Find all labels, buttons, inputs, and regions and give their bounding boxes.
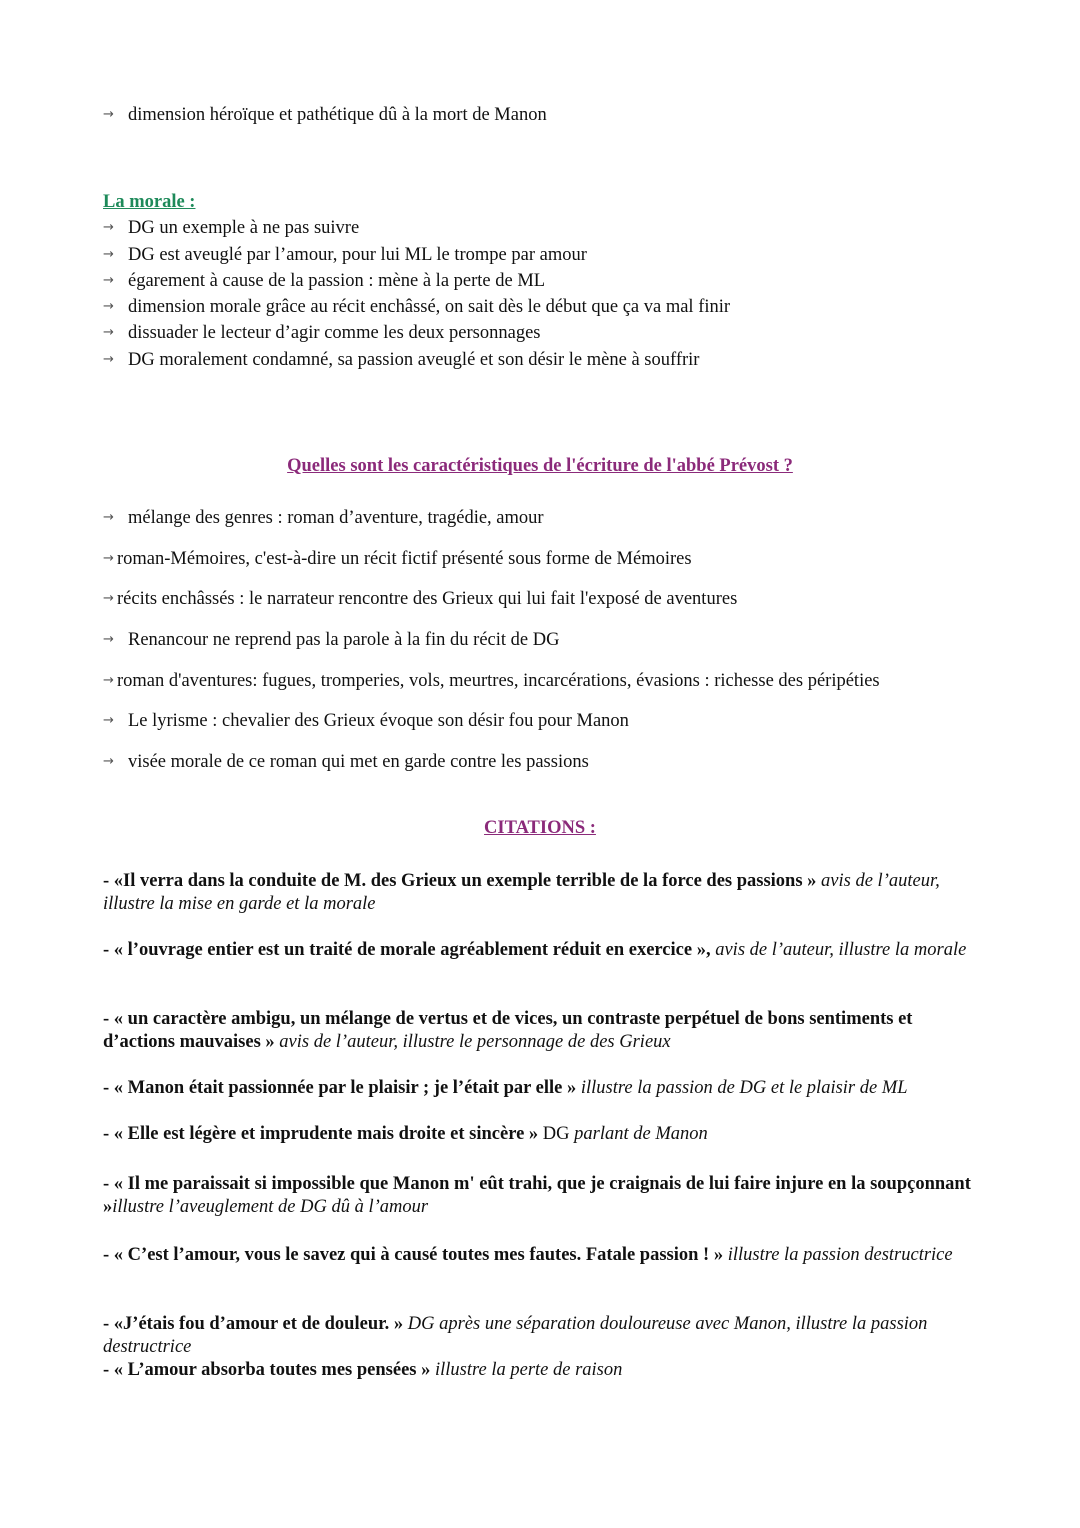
intro-line	[103, 102, 990, 128]
arrow-icon: →	[103, 672, 114, 688]
arrow-icon: →	[103, 753, 114, 769]
arrow-icon: →	[103, 550, 114, 566]
caracteristiques-title: Quelles sont les caractéristiques de l'écriture de l'abbé Prévost ?	[287, 456, 793, 476]
citation-item: - « Manon était passionnée par le plaisir ; je l’était par elle » illustre la passion de DG et le plaisir de ML	[103, 1078, 908, 1098]
list-item: → égarement à cause de la passion : mène à la perte de ML	[103, 268, 990, 294]
arrow-icon: →	[103, 510, 114, 525]
arrow-icon: →	[103, 220, 114, 236]
list-item: → mélange des genres : roman d’aventure, tragédie, amour	[103, 508, 544, 528]
list-item: → visée morale de ce roman qui met en garde contre les passions	[103, 751, 589, 772]
citation-item: - « Il me paraissait si impossible que Manon m' eût trahi, que je craignais de lui faire injure en la soupçonnant »illustre l’aveuglement de DG dû à l’amour	[103, 1174, 971, 1217]
caracteristiques-section	[103, 505, 990, 790]
list-item: → récits enchâssés : le narrateur rencontre des Grieux qui lui fait l'exposé de aventures	[103, 589, 738, 610]
arrow-icon: →	[103, 246, 114, 262]
citation-item: - «Il verra dans la conduite de M. des Grieux un exemple terrible de la force des passions » avis de l’auteur, illustre la mise en garde et la morale	[103, 871, 940, 914]
arrow-icon: →	[103, 272, 114, 288]
citation-item: - « C’est l’amour, vous le savez qui à causé toutes mes fautes. Fatale passion ! » illustre la passion destructrice	[103, 1245, 953, 1265]
arrow-icon: →	[103, 107, 114, 122]
arrow-icon: →	[103, 591, 114, 607]
arrow-icon: →	[103, 325, 114, 341]
list-item: → Le lyrisme : chevalier des Grieux évoque son désir fou pour Manon	[103, 711, 629, 732]
morale-title: La morale :	[103, 192, 196, 212]
citations-title: CITATIONS :	[484, 818, 596, 838]
intro-text: dimension héroïque et pathétique dû à la mort de Manon	[128, 105, 547, 125]
citation-item: - « l’ouvrage entier est un traité de morale agréablement réduit en exercice », avis de l’auteur, illustre la morale	[103, 940, 967, 960]
list-item: → roman-Mémoires, c'est-à-dire un récit fictif présenté sous forme de Mémoires	[103, 548, 692, 569]
list-item: → DG moralement condamné, sa passion aveuglé et son désir le mène à souffrir	[103, 347, 990, 373]
list-item: → dissuader le lecteur d’agir comme les deux personnages	[103, 320, 990, 346]
list-item: → DG un exemple à ne pas suivre	[103, 215, 990, 241]
citation-item: - «J’étais fou d’amour et de douleur. » DG après une séparation douloureuse avec Manon, illustre la passion destructrice	[103, 1314, 928, 1357]
citation-item: - « un caractère ambigu, un mélange de vertus et de vices, un contraste perpétuel de bons sentiments et d’actions mauvaises » avis de l’auteur, illustre le personnage de des Grieux	[103, 1009, 913, 1052]
citation-item: - « L’amour absorba toutes mes pensées » illustre la perte de raison	[103, 1360, 623, 1380]
list-item: → dimension morale grâce au récit enchâssé, on sait dès le début que ça va mal finir	[103, 294, 990, 320]
list-item: → roman d'aventures: fugues, tromperies, vols, meurtres, incarcérations, évasions : richesse des péripéties	[103, 670, 880, 691]
morale-section	[103, 189, 990, 373]
arrow-icon: →	[103, 713, 114, 729]
arrow-icon: →	[103, 631, 114, 647]
list-item: → DG est aveuglé par l’amour, pour lui ML le trompe par amour	[103, 242, 990, 268]
list-item: → Renancour ne reprend pas la parole à la fin du récit de DG	[103, 629, 560, 650]
arrow-icon: →	[103, 299, 114, 315]
arrow-icon: →	[103, 351, 114, 367]
citation-item: - « Elle est légère et imprudente mais droite et sincère » DG parlant de Manon	[103, 1124, 708, 1144]
